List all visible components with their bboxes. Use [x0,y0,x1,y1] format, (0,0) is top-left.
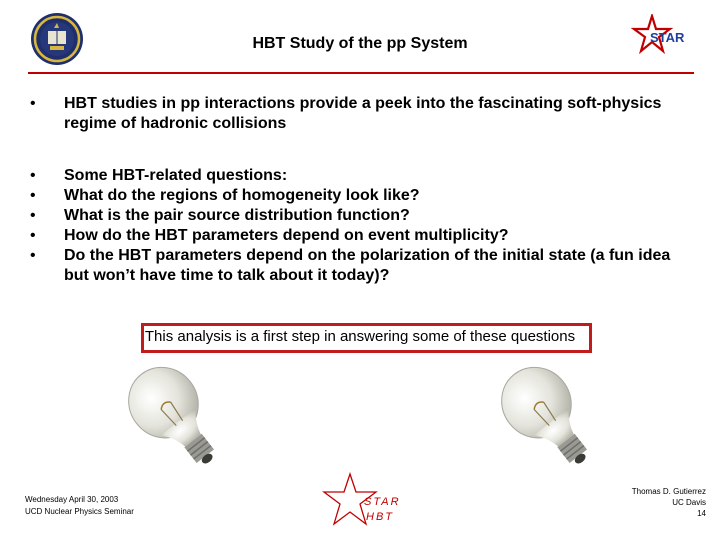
star-hbt-logo-icon [322,472,412,532]
question-text: What is the pair source distribution function? [64,207,410,224]
star-logo-text: STAR [650,30,685,45]
bullet-marker: • [30,227,36,244]
star-logo-icon [630,14,690,56]
highlight-box [141,323,592,353]
footer-date: Wednesday April 30, 2003 [25,495,119,504]
header-divider [28,72,694,74]
intro-bullet-text: HBT studies in pp interactions provide a peek into the fascinating soft-physics regime of hadronic collisions [64,95,662,132]
footer-affiliation: UC Davis [672,498,706,507]
bullet-marker: • [30,167,36,184]
bullet-marker: • [30,95,36,112]
intro-bullet-list [28,94,678,134]
bullet-marker: • [30,207,36,224]
list-item [28,246,678,286]
list-item [28,186,678,206]
footer-right [632,486,706,519]
star-hbt-line2: HBT [366,511,394,523]
star-hbt-line1: STAR [364,496,401,508]
footer-left [25,494,134,518]
question-text: Some HBT-related questions: [64,167,288,184]
light-bulb-icon [488,360,613,480]
footer-author: Thomas D. Gutierrez [631,487,706,496]
question-text: What do the regions of homogeneity look like? [64,187,420,204]
bullet-marker: • [30,187,36,204]
questions-bullet-list [28,166,678,286]
bullet-marker: • [30,247,36,264]
list-item [28,166,678,186]
list-item [28,226,678,246]
light-bulb-icon [115,360,240,480]
question-text: How do the HBT parameters depend on event multiplicity? [64,227,509,244]
question-text: Do the HBT parameters depend on the polarization of the initial state (a fun idea but won’t have time to talk about it today)? [64,247,671,284]
page-title: HBT Study of the pp System [252,35,468,52]
list-item [28,94,678,134]
footer-venue: UCD Nuclear Physics Seminar [25,507,134,516]
analysis-note: This analysis is a first step in answering some of these questions [144,328,576,345]
footer-page-number: 14 [697,509,706,518]
list-item [28,206,678,226]
